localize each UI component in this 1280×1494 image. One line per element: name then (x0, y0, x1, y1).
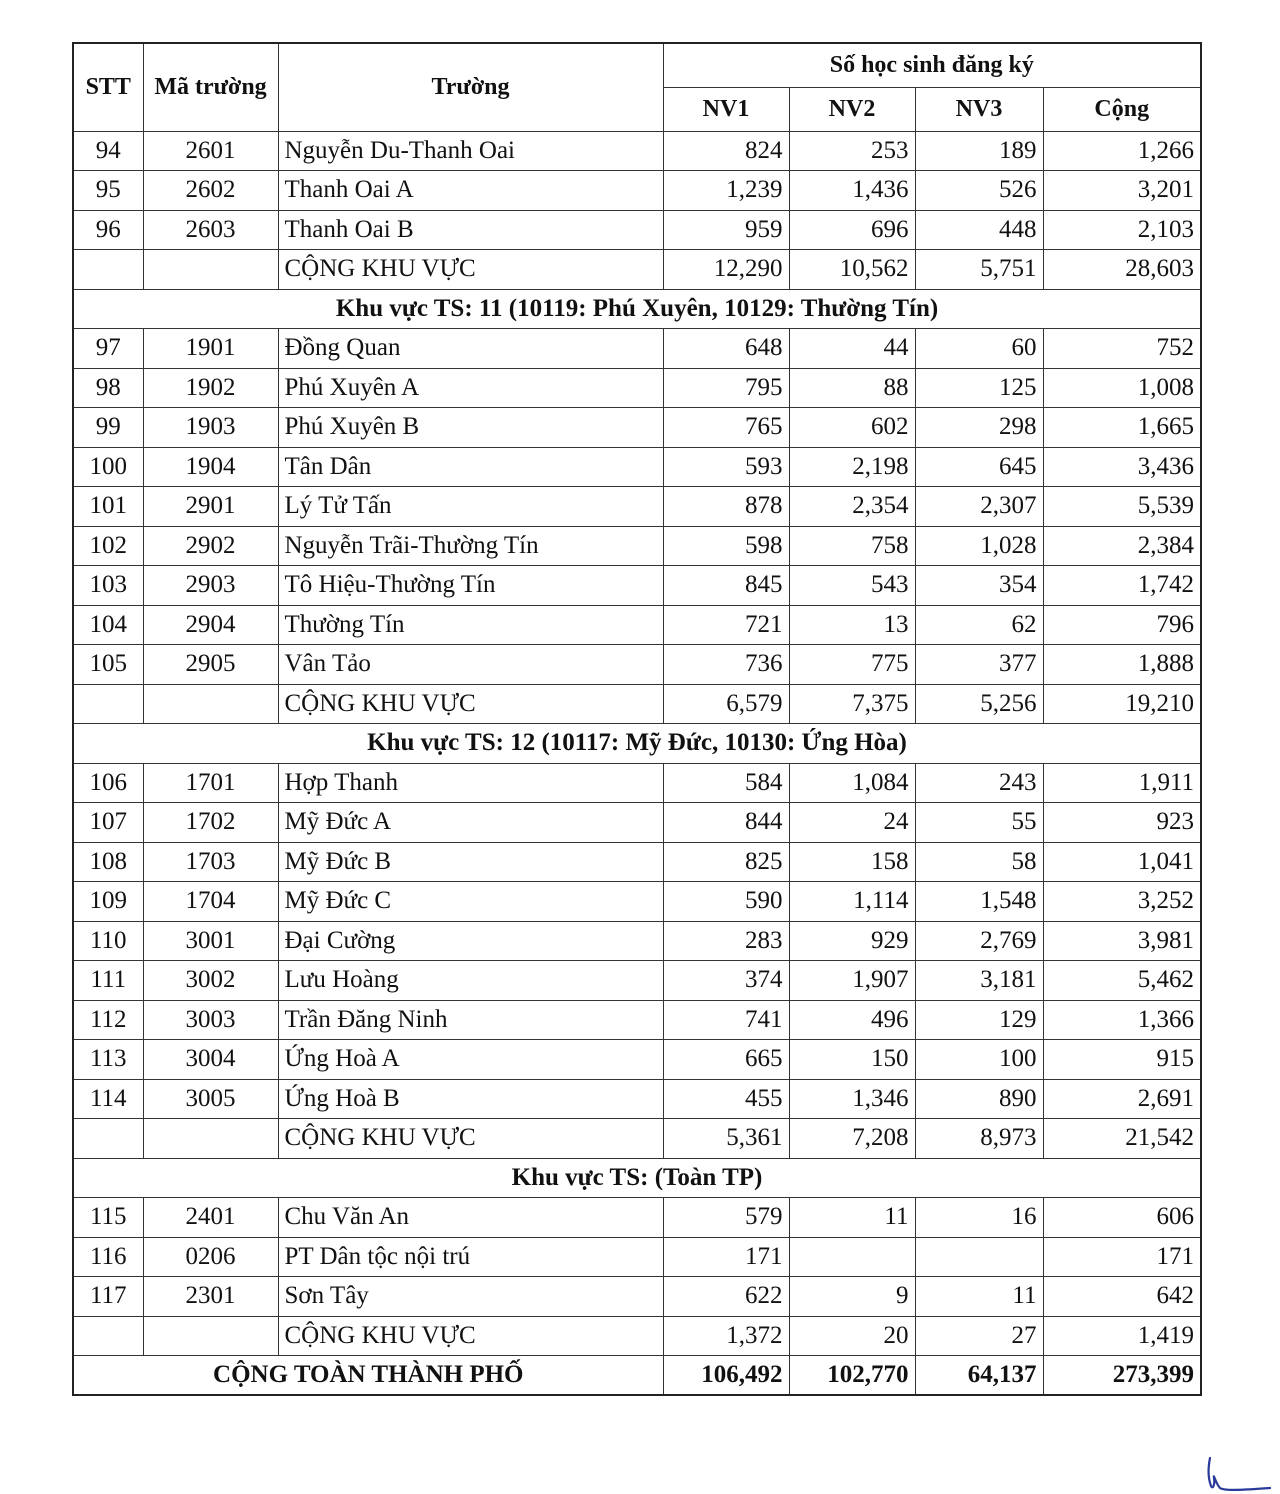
stt-cell: 103 (73, 566, 143, 606)
school-name-cell: Mỹ Đức B (278, 842, 663, 882)
table-row (73, 842, 1201, 882)
total-cell: 3,252 (1043, 882, 1201, 922)
nv2-cell: 1,346 (789, 1079, 915, 1119)
stt-cell: 97 (73, 329, 143, 369)
signature-mark (1202, 1454, 1272, 1494)
nv1-cell: 959 (663, 210, 789, 250)
stt-cell: 115 (73, 1198, 143, 1238)
subtotal-nv1: 12,290 (663, 250, 789, 290)
grand-total-row (73, 1356, 1201, 1396)
nv3-cell: 1,548 (915, 882, 1043, 922)
school-name-cell: Mỹ Đức A (278, 803, 663, 843)
nv3-cell: 2,307 (915, 487, 1043, 527)
table-row (73, 882, 1201, 922)
school-code-cell: 1902 (143, 368, 278, 408)
stt-cell: 101 (73, 487, 143, 527)
nv1-cell: 593 (663, 447, 789, 487)
school-code-cell: 0206 (143, 1237, 278, 1277)
school-name-cell: Mỹ Đức C (278, 882, 663, 922)
nv2-cell (789, 1237, 915, 1277)
school-code-cell: 2602 (143, 171, 278, 211)
school-name-cell: Chu Văn An (278, 1198, 663, 1238)
subtotal-total: 21,542 (1043, 1119, 1201, 1159)
nv3-cell: 243 (915, 763, 1043, 803)
header-total: Cộng (1043, 87, 1201, 131)
nv1-cell: 741 (663, 1000, 789, 1040)
stt-cell: 104 (73, 605, 143, 645)
empty-cell (143, 250, 278, 290)
table-header (73, 43, 1201, 131)
table-row (73, 921, 1201, 961)
nv1-cell: 455 (663, 1079, 789, 1119)
table-row (73, 566, 1201, 606)
subtotal-nv2: 10,562 (789, 250, 915, 290)
empty-cell (143, 1316, 278, 1356)
school-name-cell: Ứng Hoà A (278, 1040, 663, 1080)
school-name-cell: Lưu Hoàng (278, 961, 663, 1001)
nv1-cell: 374 (663, 961, 789, 1001)
nv1-cell: 171 (663, 1237, 789, 1277)
school-name-cell: Hợp Thanh (278, 763, 663, 803)
grand-total-nv1: 106,492 (663, 1356, 789, 1396)
nv2-cell: 1,907 (789, 961, 915, 1001)
school-name-cell: Thanh Oai A (278, 171, 663, 211)
nv1-cell: 665 (663, 1040, 789, 1080)
section-title-row (73, 724, 1201, 764)
total-cell: 171 (1043, 1237, 1201, 1277)
school-code-cell: 2901 (143, 487, 278, 527)
nv3-cell: 60 (915, 329, 1043, 369)
stt-cell: 111 (73, 961, 143, 1001)
nv1-cell: 795 (663, 368, 789, 408)
nv1-cell: 825 (663, 842, 789, 882)
nv2-cell: 1,084 (789, 763, 915, 803)
stt-cell: 102 (73, 526, 143, 566)
empty-cell (73, 684, 143, 724)
nv1-cell: 584 (663, 763, 789, 803)
nv2-cell: 150 (789, 1040, 915, 1080)
subtotal-total: 1,419 (1043, 1316, 1201, 1356)
total-cell: 606 (1043, 1198, 1201, 1238)
school-code-cell: 2601 (143, 131, 278, 171)
nv2-cell: 1,114 (789, 882, 915, 922)
stt-cell: 94 (73, 131, 143, 171)
school-name-cell: Đồng Quan (278, 329, 663, 369)
nv1-cell: 765 (663, 408, 789, 448)
table-row (73, 763, 1201, 803)
nv2-cell: 9 (789, 1277, 915, 1317)
total-cell: 923 (1043, 803, 1201, 843)
school-name-cell: Đại Cường (278, 921, 663, 961)
subtotal-nv1: 5,361 (663, 1119, 789, 1159)
subtotal-label: CỘNG KHU VỰC (278, 250, 663, 290)
school-name-cell: Tô Hiệu-Thường Tín (278, 566, 663, 606)
empty-cell (73, 1316, 143, 1356)
subtotal-row (73, 684, 1201, 724)
school-name-cell: Phú Xuyên A (278, 368, 663, 408)
stt-cell: 95 (73, 171, 143, 211)
table-row (73, 605, 1201, 645)
total-cell: 1,041 (1043, 842, 1201, 882)
school-code-cell: 1701 (143, 763, 278, 803)
school-code-cell: 2904 (143, 605, 278, 645)
nv1-cell: 590 (663, 882, 789, 922)
table-row (73, 1198, 1201, 1238)
nv2-cell: 253 (789, 131, 915, 171)
subtotal-row (73, 250, 1201, 290)
stt-cell: 110 (73, 921, 143, 961)
stt-cell: 116 (73, 1237, 143, 1277)
nv3-cell: 55 (915, 803, 1043, 843)
table-row (73, 1277, 1201, 1317)
table-row (73, 210, 1201, 250)
school-name-cell: Sơn Tây (278, 1277, 663, 1317)
empty-cell (73, 250, 143, 290)
nv3-cell: 890 (915, 1079, 1043, 1119)
table-row (73, 961, 1201, 1001)
table-row (73, 1000, 1201, 1040)
empty-cell (143, 1119, 278, 1159)
school-code-cell: 3004 (143, 1040, 278, 1080)
nv1-cell: 598 (663, 526, 789, 566)
table-row (73, 447, 1201, 487)
school-code-cell: 1704 (143, 882, 278, 922)
header-nv2: NV2 (789, 87, 915, 131)
empty-cell (143, 684, 278, 724)
school-code-cell: 2903 (143, 566, 278, 606)
nv3-cell (915, 1237, 1043, 1277)
header-nv3: NV3 (915, 87, 1043, 131)
subtotal-total: 19,210 (1043, 684, 1201, 724)
total-cell: 3,436 (1043, 447, 1201, 487)
nv2-cell: 496 (789, 1000, 915, 1040)
header-nv1: NV1 (663, 87, 789, 131)
stt-cell: 107 (73, 803, 143, 843)
nv2-cell: 2,198 (789, 447, 915, 487)
table-row (73, 171, 1201, 211)
section-title-row (73, 1158, 1201, 1198)
nv2-cell: 775 (789, 645, 915, 685)
nv3-cell: 298 (915, 408, 1043, 448)
school-code-cell: 2902 (143, 526, 278, 566)
stt-cell: 99 (73, 408, 143, 448)
empty-cell (73, 1119, 143, 1159)
total-cell: 2,691 (1043, 1079, 1201, 1119)
subtotal-nv2: 7,375 (789, 684, 915, 724)
school-name-cell: Nguyễn Trãi-Thường Tín (278, 526, 663, 566)
stt-cell: 96 (73, 210, 143, 250)
stt-cell: 117 (73, 1277, 143, 1317)
nv3-cell: 62 (915, 605, 1043, 645)
stt-cell: 109 (73, 882, 143, 922)
subtotal-row (73, 1316, 1201, 1356)
school-name-cell: Tân Dân (278, 447, 663, 487)
nv2-cell: 44 (789, 329, 915, 369)
table-row (73, 329, 1201, 369)
school-name-cell: Nguyễn Du-Thanh Oai (278, 131, 663, 171)
nv3-cell: 645 (915, 447, 1043, 487)
stt-cell: 105 (73, 645, 143, 685)
section-title: Khu vực TS: 12 (10117: Mỹ Đức, 10130: Ứng Hòa) (73, 724, 1201, 764)
table-row (73, 645, 1201, 685)
school-name-cell: Lý Tử Tấn (278, 487, 663, 527)
school-code-cell: 1901 (143, 329, 278, 369)
nv3-cell: 100 (915, 1040, 1043, 1080)
subtotal-label: CỘNG KHU VỰC (278, 684, 663, 724)
nv2-cell: 24 (789, 803, 915, 843)
nv2-cell: 929 (789, 921, 915, 961)
total-cell: 3,201 (1043, 171, 1201, 211)
grand-total-total: 273,399 (1043, 1356, 1201, 1396)
table-row (73, 408, 1201, 448)
grand-total-nv3: 64,137 (915, 1356, 1043, 1396)
school-code-cell: 3005 (143, 1079, 278, 1119)
subtotal-nv1: 1,372 (663, 1316, 789, 1356)
subtotal-nv3: 27 (915, 1316, 1043, 1356)
table-row (73, 368, 1201, 408)
nv1-cell: 579 (663, 1198, 789, 1238)
table-row (73, 803, 1201, 843)
nv2-cell: 2,354 (789, 487, 915, 527)
school-name-cell: Ứng Hoà B (278, 1079, 663, 1119)
subtotal-label: CỘNG KHU VỰC (278, 1119, 663, 1159)
nv3-cell: 189 (915, 131, 1043, 171)
nv1-cell: 844 (663, 803, 789, 843)
grand-total-label: CỘNG TOÀN THÀNH PHỐ (73, 1356, 663, 1396)
nv2-cell: 158 (789, 842, 915, 882)
nv1-cell: 845 (663, 566, 789, 606)
nv3-cell: 448 (915, 210, 1043, 250)
school-code-cell: 2603 (143, 210, 278, 250)
nv3-cell: 3,181 (915, 961, 1043, 1001)
nv1-cell: 622 (663, 1277, 789, 1317)
nv1-cell: 878 (663, 487, 789, 527)
table-row (73, 526, 1201, 566)
nv3-cell: 16 (915, 1198, 1043, 1238)
nv3-cell: 58 (915, 842, 1043, 882)
nv2-cell: 696 (789, 210, 915, 250)
stt-cell: 112 (73, 1000, 143, 1040)
header-stt: STT (73, 43, 143, 131)
table-row (73, 487, 1201, 527)
grand-total-nv2: 102,770 (789, 1356, 915, 1396)
total-cell: 1,008 (1043, 368, 1201, 408)
nv3-cell: 354 (915, 566, 1043, 606)
nv3-cell: 526 (915, 171, 1043, 211)
nv2-cell: 11 (789, 1198, 915, 1238)
subtotal-nv3: 8,973 (915, 1119, 1043, 1159)
subtotal-total: 28,603 (1043, 250, 1201, 290)
subtotal-nv2: 7,208 (789, 1119, 915, 1159)
stt-cell: 100 (73, 447, 143, 487)
school-code-cell: 3002 (143, 961, 278, 1001)
nv2-cell: 543 (789, 566, 915, 606)
header-registered-students: Số học sinh đăng ký (663, 43, 1201, 87)
total-cell: 3,981 (1043, 921, 1201, 961)
total-cell: 1,266 (1043, 131, 1201, 171)
subtotal-nv2: 20 (789, 1316, 915, 1356)
school-code-cell: 3001 (143, 921, 278, 961)
school-code-cell: 2401 (143, 1198, 278, 1238)
nv3-cell: 125 (915, 368, 1043, 408)
nv3-cell: 377 (915, 645, 1043, 685)
total-cell: 1,366 (1043, 1000, 1201, 1040)
nv1-cell: 721 (663, 605, 789, 645)
school-code-cell: 1903 (143, 408, 278, 448)
stt-cell: 114 (73, 1079, 143, 1119)
section-title: Khu vực TS: 11 (10119: Phú Xuyên, 10129: Thường Tín) (73, 289, 1201, 329)
school-code-cell: 1904 (143, 447, 278, 487)
section-title-row (73, 289, 1201, 329)
total-cell: 796 (1043, 605, 1201, 645)
total-cell: 915 (1043, 1040, 1201, 1080)
subtotal-label: CỘNG KHU VỰC (278, 1316, 663, 1356)
school-code-cell: 1703 (143, 842, 278, 882)
total-cell: 1,911 (1043, 763, 1201, 803)
school-code-cell: 3003 (143, 1000, 278, 1040)
stt-cell: 98 (73, 368, 143, 408)
subtotal-nv3: 5,256 (915, 684, 1043, 724)
school-name-cell: Vân Tảo (278, 645, 663, 685)
subtotal-row (73, 1119, 1201, 1159)
total-cell: 642 (1043, 1277, 1201, 1317)
table-row (73, 1040, 1201, 1080)
nv1-cell: 648 (663, 329, 789, 369)
subtotal-nv3: 5,751 (915, 250, 1043, 290)
nv2-cell: 88 (789, 368, 915, 408)
total-cell: 752 (1043, 329, 1201, 369)
table-body (73, 131, 1201, 1395)
nv1-cell: 824 (663, 131, 789, 171)
header-school: Trường (278, 43, 663, 131)
total-cell: 1,665 (1043, 408, 1201, 448)
nv3-cell: 2,769 (915, 921, 1043, 961)
school-name-cell: Thường Tín (278, 605, 663, 645)
section-title: Khu vực TS: (Toàn TP) (73, 1158, 1201, 1198)
nv1-cell: 736 (663, 645, 789, 685)
school-name-cell: Thanh Oai B (278, 210, 663, 250)
total-cell: 1,742 (1043, 566, 1201, 606)
nv1-cell: 1,239 (663, 171, 789, 211)
nv3-cell: 11 (915, 1277, 1043, 1317)
total-cell: 5,539 (1043, 487, 1201, 527)
nv1-cell: 283 (663, 921, 789, 961)
header-school-code: Mã trường (143, 43, 278, 131)
registration-table (72, 42, 1202, 1396)
stt-cell: 106 (73, 763, 143, 803)
stt-cell: 108 (73, 842, 143, 882)
table-row (73, 1079, 1201, 1119)
nv2-cell: 758 (789, 526, 915, 566)
total-cell: 5,462 (1043, 961, 1201, 1001)
total-cell: 2,103 (1043, 210, 1201, 250)
table-row (73, 131, 1201, 171)
school-code-cell: 1702 (143, 803, 278, 843)
total-cell: 2,384 (1043, 526, 1201, 566)
stt-cell: 113 (73, 1040, 143, 1080)
school-code-cell: 2905 (143, 645, 278, 685)
nv3-cell: 129 (915, 1000, 1043, 1040)
nv2-cell: 13 (789, 605, 915, 645)
total-cell: 1,888 (1043, 645, 1201, 685)
nv3-cell: 1,028 (915, 526, 1043, 566)
nv2-cell: 602 (789, 408, 915, 448)
subtotal-nv1: 6,579 (663, 684, 789, 724)
nv2-cell: 1,436 (789, 171, 915, 211)
school-name-cell: Trần Đăng Ninh (278, 1000, 663, 1040)
school-name-cell: PT Dân tộc nội trú (278, 1237, 663, 1277)
school-code-cell: 2301 (143, 1277, 278, 1317)
school-name-cell: Phú Xuyên B (278, 408, 663, 448)
table-row (73, 1237, 1201, 1277)
